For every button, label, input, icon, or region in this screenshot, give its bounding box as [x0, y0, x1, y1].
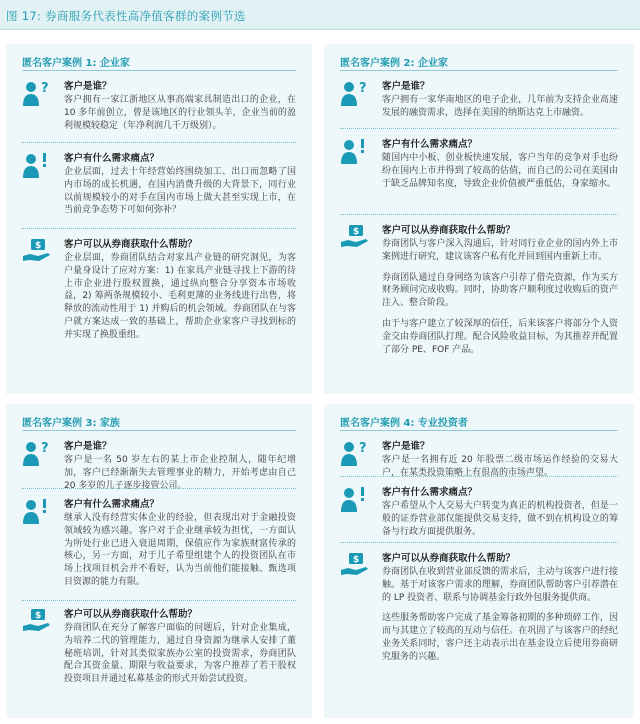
svg-text:?: ? [359, 441, 367, 456]
svg-text:?: ? [359, 81, 367, 96]
section-divider [22, 142, 296, 143]
paragraph: 券商团队与客户深入沟通后，针对同行业企业的国内外上市案例进行研究，建议该客户私有化并回到国内重新上市。 [382, 239, 618, 262]
paragraph: 客户是一名拥有近 20 年股票二级市场运作经验的交易大户，在某类投资策略上有很高的市场声望。 [382, 455, 618, 478]
section-body [64, 622, 296, 686]
case-title: 匿名客户案例 2: 企业家 [340, 58, 448, 69]
hand-money-icon [340, 224, 370, 250]
case-title: 匿名客户案例 3: 家族 [22, 418, 120, 429]
section-body [382, 94, 618, 120]
person-question-icon [22, 440, 52, 466]
section-body [64, 94, 296, 132]
case-title: 匿名客户案例 4: 专业投资者 [340, 418, 468, 429]
figure-header [0, 0, 640, 30]
section-question: 客户是谁？ [64, 441, 112, 452]
section-body [64, 512, 296, 589]
section-question: 客户可以从券商获取什么帮助？ [382, 553, 516, 564]
svg-text:?: ? [41, 81, 49, 96]
svg-text:$: $ [35, 611, 42, 621]
case-title: 匿名客户案例 1: 企业家 [22, 58, 130, 69]
paragraph: 客户拥有一家江浙地区从事高端家具制造出口的企业，在 10 多年前创立，曾是该地区的行业领头羊，企业当前的盈利规模较稳定（年净利润几千万级别）。 [64, 95, 296, 131]
person-question-icon [340, 80, 370, 106]
section-question: 客户可以从券商获取什么帮助？ [64, 239, 198, 250]
section-body [64, 252, 296, 342]
section-divider [340, 542, 618, 543]
paragraph: 随国内中小板、创业板快速发展，客户当年的竞争对手也纷纷在国内上市并得到了较高的估值，而自己的公司在美国由于缺乏品牌知名度，导致企业价值被严重低估，身家缩水。 [382, 153, 618, 189]
svg-text:$: $ [353, 227, 360, 237]
paragraph: 券商团队在充分了解客户面临的问题后，针对企业集成，为培养二代的管理能力，通过自身资源为继承人安排了董秘班培训，针对其类似家族办公室的投资需求，券商团队配合其资金量、期限与收益要求，为客户推荐了若干股权投资项目并通过私募基金的形式开始尝试投资。 [64, 623, 296, 685]
person-exclaim-icon [340, 138, 370, 164]
section-question: 客户有什么需求痛点？ [382, 487, 478, 498]
section-divider [22, 488, 296, 489]
hand-money-icon [340, 552, 370, 578]
person-exclaim-icon [22, 152, 52, 178]
section-question: 客户有什么需求痛点？ [382, 139, 478, 150]
hand-money-icon [22, 608, 52, 634]
paragraph: 券商团队通过自身网络为该客户引荐了借壳资源，作为买方财务顾问完成收购。同时，协助客户顺利度过收购后的资产注入、整合阶段。 [382, 272, 618, 309]
svg-text:?: ? [41, 441, 49, 456]
section-question: 客户是谁？ [64, 81, 112, 92]
divider [340, 430, 618, 431]
paragraph: 客户是一名 50 岁左右的某上市企业控制人，随年纪增加，客户已经渐渐失去管理事业的精力，开始考虑由自己 20 多岁的儿子逐步接管公司。 [64, 455, 296, 491]
section-question: 客户是谁？ [382, 441, 430, 452]
hand-money-icon [22, 238, 52, 264]
paragraph: 这些服务帮助客户完成了基金筹备初期的多种琐碎工作，因而与其建立了较高的互动与信任。在巩固了与该客户的经纪业务关系同时，客户还主动表示出在基金设立后使用券商研究服务的兴趣。 [382, 613, 618, 662]
divider [22, 70, 296, 71]
section-body [382, 566, 618, 664]
section-divider [340, 128, 618, 129]
section-body [382, 500, 618, 538]
paragraph: 企业层面，过去十年经营始终围绕加工、出口而忽略了国内市场的成长机遇，在国内消费升级的大背景下，同行业以前规模较小的对手在国内市场上做大甚至实现上市，在当前竞争态势下可如何弥补？ [64, 167, 296, 216]
person-question-icon [340, 440, 370, 466]
section-question: 客户有什么需求痛点？ [64, 499, 160, 510]
section-question: 客户可以从券商获取什么帮助？ [64, 609, 198, 620]
section-divider [22, 600, 296, 601]
paragraph: 客户拥有一家华南地区的电子企业，几年前为支持企业高速发展的融资需求，选择在美国的纳斯达克上市融资。 [382, 95, 618, 118]
paragraph: 继承人没有经营实体企业的经验，但表现出对于金融投资领域较为感兴趣。客户对于企业继承较为担忧，一方面认为所处行业已进入衰退周期，保值应作为家族财富传承的核心，另一方面，对于儿子希望组建个人的投资团队在市场上找项目机会并不看好，认为当前他们能接触、甄选项目资源的能力有限。 [64, 513, 296, 587]
section-divider [22, 228, 296, 229]
paragraph: 券商团队在收到营业部反馈的需求后，主动与该客户进行接触。基于对该客户需求的理解，券商团队帮助客户引荐潜在的 LP 投资者、联系与协调基金行政外包服务提供商。 [382, 567, 618, 603]
case-card-3 [6, 404, 312, 718]
svg-text:$: $ [35, 241, 42, 251]
section-divider [340, 214, 618, 215]
divider [340, 70, 618, 71]
section-body [382, 152, 618, 190]
section-question: 客户是谁？ [382, 81, 430, 92]
section-question: 客户可以从券商获取什么帮助？ [382, 225, 516, 236]
case-card-4 [324, 404, 634, 718]
section-body [382, 238, 618, 356]
paragraph: 由于与客户建立了较深厚的信任，后来该客户将部分个人资金交由券商团队打理。配合风险收益目标，为其推荐并配置了部分 PE、FOF 产品。 [382, 318, 618, 355]
section-question: 客户有什么需求痛点？ [64, 153, 160, 164]
figure-title: 图 17: 券商服务代表性高净值客群的案例节选 [6, 9, 246, 23]
case-card-1 [6, 44, 312, 394]
section-divider [340, 476, 618, 477]
case-card-2 [324, 44, 634, 394]
paragraph: 客户希望从个人交易大户转变为真正的机构投资者，但是一般的证券营业部仅能提供交易支持，做不到在机构设立的筹备与行政方面提供服务。 [382, 501, 618, 537]
section-body [64, 454, 296, 492]
divider [22, 430, 296, 431]
svg-text:$: $ [353, 555, 360, 565]
section-body [64, 166, 296, 217]
paragraph: 企业层面，券商团队结合对家具产业链的研究洞见，为客户量身设计了应对方案：1) 在家具产业链寻找上下游的待上市企业进行股权置换，通过纵向整合分享资本市场收益，2) 筹两条规模较小、毛利更薄的业务线进行出售，将释放的流动性用于 1) 并购后的机会领域。券商团队在与客户就方案达成一致的基础上，帮助企业家客户寻找到标的并实现了换股重组。 [64, 253, 296, 340]
person-exclaim-icon [340, 486, 370, 512]
person-exclaim-icon [22, 498, 52, 524]
person-question-icon [22, 80, 52, 106]
